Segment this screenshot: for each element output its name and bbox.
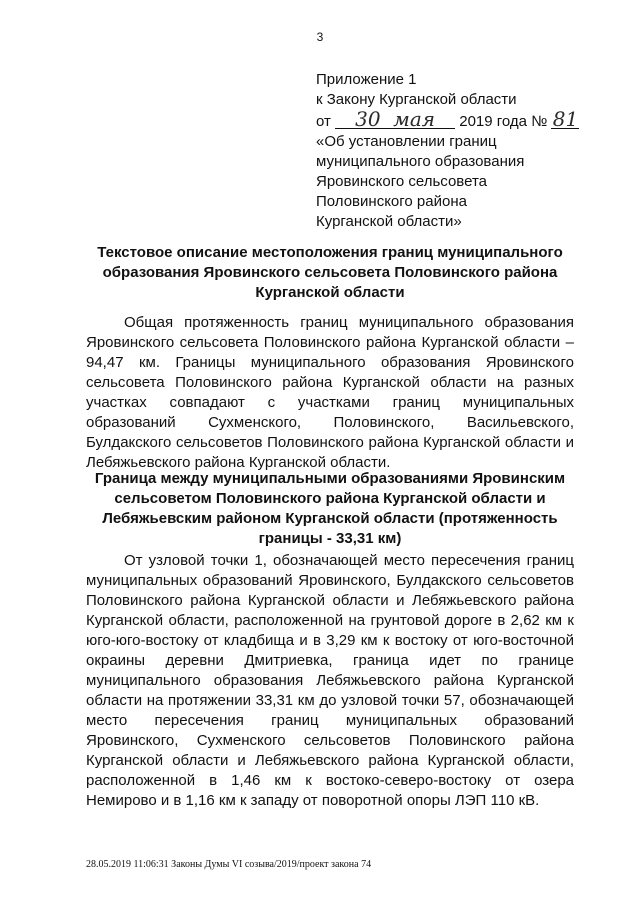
- footer-stamp: 28.05.2019 11:06:31 Законы Думы VI созыва/2019/проект закона 74: [86, 859, 372, 870]
- page-number: 3: [316, 30, 324, 44]
- paragraph-total-length: Общая протяженность границ муниципального образования Яровинского сельсовета Половинского района Курганской области – 94,47 км. Границы муниципального образования Яровинского сельсовета Половинского района Курганской области на разных участках совпадают с участками границ муниципальных образований Сухменского, Половинского, Васильевского, Булдакского сельсоветов Половинского района Курганской области и Лебяжьевского района Курганской области.: [86, 314, 574, 471]
- date-prefix: от: [316, 113, 331, 130]
- handwritten-date: [335, 107, 455, 131]
- section-heading: Граница между муниципальными образованиями Яровинским сельсоветом Половинского района Курганской области и Лебяжьевским районом Курганской области (протяженность границы - 33,31 км): [94, 470, 566, 547]
- appendix-block: [316, 70, 616, 232]
- handwritten-day: 30: [355, 107, 381, 131]
- appendix-date-line: [316, 107, 616, 132]
- handwritten-law-number: 81: [552, 107, 579, 131]
- subject-line-2: муниципального образования: [316, 153, 525, 170]
- subject-line-3: Яровинского сельсовета: [316, 173, 487, 190]
- subject-line-5: Курганской области»: [316, 213, 462, 230]
- subject-line-1: «Об установлении границ: [316, 133, 497, 150]
- paragraph-boundary-description: От узловой точки 1, обозначающей место пересечения границ муниципальных образований Яровинского, Булдакского сельсоветов Половинского района Курганской области и Лебяжьевского района Курганской области, расположенной на грунтовой дороге в 2,62 км к юго-юго-востоку от кладбища и в 3,29 км к востоку от юго-восточной окраины деревни Дмитриевка, граница идет по границе муниципального образования Лебяжьевского района Курганской области на протяжении 33,31 км до узловой точки 57, обозначающей место пересечения границ муниципальных образований Яровинского, Сухменского сельсоветов Половинского района Курганской области и Лебяжьевского района Курганской области, расположенной в 1,46 км к востоко-северо-востоку от озера Немирово и в 1,16 км к западу от поворотной опоры ЛЭП 110 кВ.: [86, 552, 574, 809]
- year-text: 2019 года №: [459, 113, 548, 130]
- subject-line-4: Половинского района: [316, 193, 467, 210]
- appendix-title: Приложение 1: [316, 71, 417, 88]
- appendix-law-reference: к Закону Курганской области: [316, 91, 517, 108]
- handwritten-month: мая: [393, 107, 436, 131]
- main-heading: Текстовое описание местоположения границ муниципального образования Яровинского сельсовета Половинского района Курганской области: [97, 244, 563, 301]
